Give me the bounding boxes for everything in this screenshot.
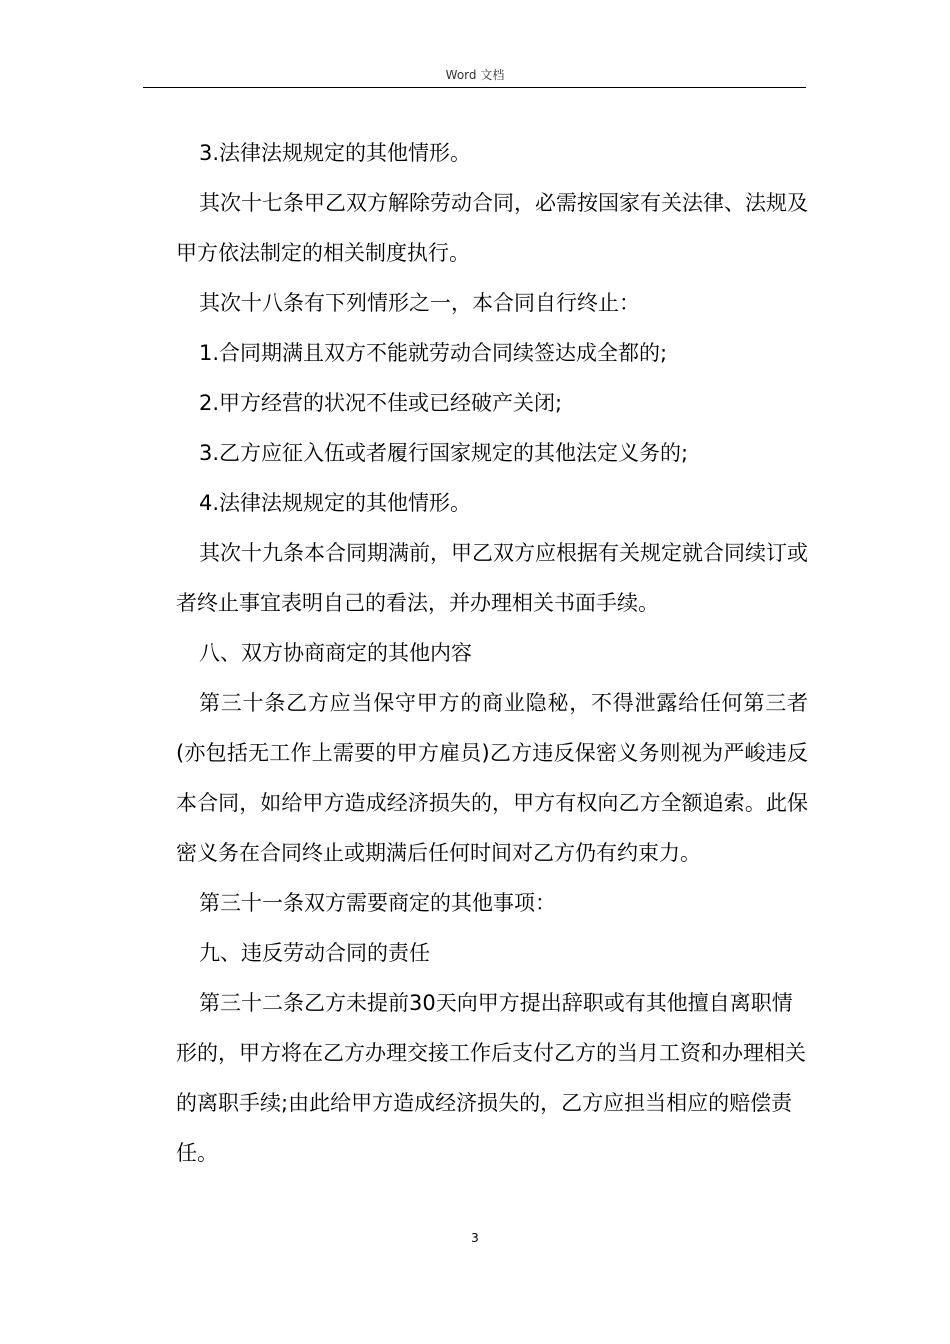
paragraph: 其次十九条本合同期满前，甲乙双方应根据有关规定就合同续订或者终止事宜表明自己的看法，并办理相关书面手续。	[176, 541, 808, 615]
paragraph: 3.乙方应征入伍或者履行国家规定的其他法定义务的;	[199, 441, 689, 465]
paragraph: 2.甲方经营的状况不佳或已经破产关闭;	[199, 391, 563, 415]
paragraph: 1.合同期满且双方不能就劳动合同续签达成全都的;	[199, 341, 668, 365]
document-body	[176, 128, 808, 1178]
page-header-title: Word 文档	[445, 68, 505, 82]
paragraph: 4.法律法规规定的其他情形。	[199, 491, 472, 515]
section-heading: 九、违反劳动合同的责任	[199, 941, 430, 965]
paragraph: 第三十二条乙方未提前30天向甲方提出辞职或有其他擅自离职情形的，甲方将在乙方办理交接工作后支付乙方的当月工资和办理相关的离职手续;由此给甲方造成经济损失的，乙方应担当相应的赔偿责任。	[176, 991, 806, 1165]
paragraph: 其次十八条有下列情形之一，本合同自行终止：	[199, 291, 640, 315]
section-heading: 八、双方协商商定的其他内容	[199, 641, 472, 665]
paragraph: 第三十条乙方应当保守甲方的商业隐秘，不得泄露给任何第三者(亦包括无工作上需要的甲方雇员)乙方违反保密义务则视为严峻违反本合同，如给甲方造成经济损失的，甲方有权向乙方全额追索。此保密义务在合同终止或期满后任何时间对乙方仍有约束力。	[176, 691, 808, 865]
page-number: 3	[471, 1231, 479, 1245]
paragraph: 第三十一条双方需要商定的其他事项：	[199, 891, 556, 915]
paragraph: 其次十七条甲乙双方解除劳动合同，必需按国家有关法律、法规及甲方依法制定的相关制度执行。	[176, 191, 808, 265]
header-divider	[143, 87, 806, 88]
paragraph: 3.法律法规规定的其他情形。	[199, 141, 472, 165]
